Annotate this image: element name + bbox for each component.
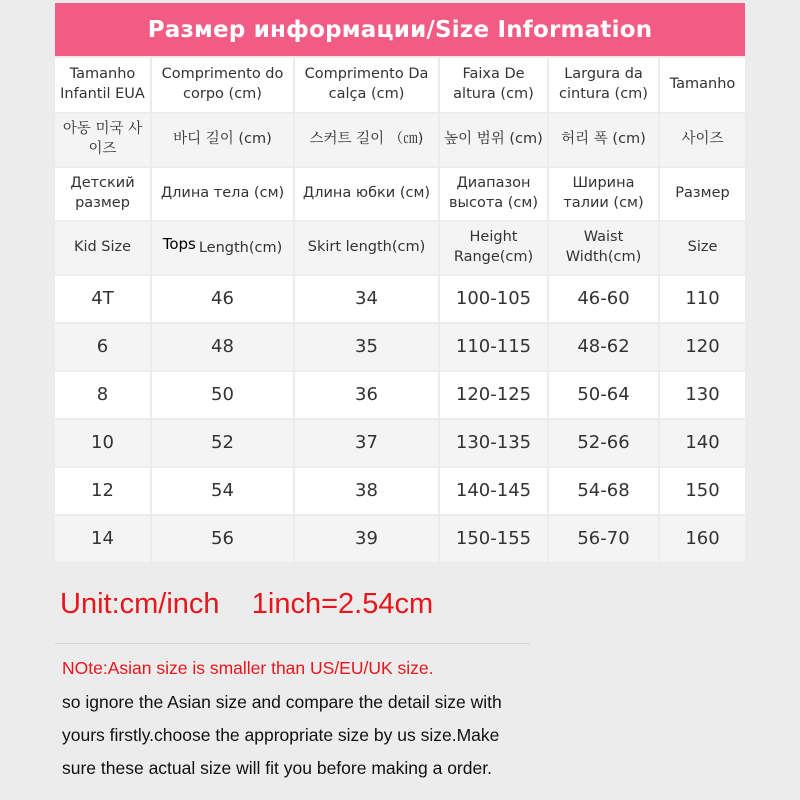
header-cell: Largura da cintura (cm) <box>549 58 660 114</box>
cell-length: 48 <box>152 324 295 372</box>
header-cell: Tamanho Infantil EUA <box>55 58 152 114</box>
page-title: Размер информации/Size Information <box>55 3 745 56</box>
header-cell-text: Length(cm) <box>198 240 283 257</box>
cell-size: 110 <box>660 276 745 324</box>
note-line: yours firstly.choose the appropriate size by us size.Make <box>62 725 500 745</box>
header-row-korean <box>55 114 745 168</box>
cell-skirt-length: 38 <box>295 468 440 516</box>
header-row-russian <box>55 168 745 222</box>
cell-skirt-length: 35 <box>295 324 440 372</box>
header-row-portuguese <box>55 58 745 114</box>
cell-waist-width: 52-66 <box>549 420 660 468</box>
header-cell <box>152 222 295 276</box>
header-cell: 아동 미국 사이즈 <box>55 114 152 168</box>
header-cell: Ширина талии (см) <box>549 168 660 222</box>
cell-height-range: 130-135 <box>440 420 549 468</box>
cell-size: 150 <box>660 468 745 516</box>
table-row <box>55 420 745 468</box>
cell-skirt-length: 36 <box>295 372 440 420</box>
header-cell: Size <box>660 222 745 276</box>
cell-size: 130 <box>660 372 745 420</box>
header-cell: 높이 범위 (cm) <box>440 114 549 168</box>
header-cell: Skirt length(cm) <box>295 222 440 276</box>
header-cell: Height Range(cm) <box>440 222 549 276</box>
cell-size: 140 <box>660 420 745 468</box>
cell-waist-width: 46-60 <box>549 276 660 324</box>
header-cell: Размер <box>660 168 745 222</box>
cell-kid-size: 6 <box>55 324 152 372</box>
header-cell: Kid Size <box>55 222 152 276</box>
cell-kid-size: 14 <box>55 516 152 564</box>
cell-kid-size: 4T <box>55 276 152 324</box>
cell-length: 52 <box>152 420 295 468</box>
cell-waist-width: 48-62 <box>549 324 660 372</box>
cell-length: 56 <box>152 516 295 564</box>
note-heading: NOte:Asian size is smaller than US/EU/UK size. <box>62 658 434 678</box>
header-cell: Waist Width(cm) <box>549 222 660 276</box>
header-cell: 스커트 길이 （㎝) <box>295 114 440 168</box>
table-row <box>55 468 745 516</box>
note-line: sure these actual size will fit you before making a order. <box>62 758 492 778</box>
header-cell: Длина юбки (см) <box>295 168 440 222</box>
cell-skirt-length: 34 <box>295 276 440 324</box>
header-row-english <box>55 222 745 276</box>
header-cell: Длина тела (см) <box>152 168 295 222</box>
header-cell: 바디 길이 (cm) <box>152 114 295 168</box>
cell-kid-size: 10 <box>55 420 152 468</box>
note-divider <box>55 643 530 644</box>
header-cell: Детский размер <box>55 168 152 222</box>
cell-height-range: 110-115 <box>440 324 549 372</box>
table-row <box>55 324 745 372</box>
cell-length: 50 <box>152 372 295 420</box>
cell-size: 160 <box>660 516 745 564</box>
table-row <box>55 276 745 324</box>
header-cell: Диапазон высота (см) <box>440 168 549 222</box>
cell-height-range: 100-105 <box>440 276 549 324</box>
header-cell: 사이즈 <box>660 114 745 168</box>
cell-height-range: 150-155 <box>440 516 549 564</box>
cell-waist-width: 50-64 <box>549 372 660 420</box>
cell-skirt-length: 37 <box>295 420 440 468</box>
tops-label: Tops <box>162 235 196 254</box>
unit-conversion-text: Unit:cm/inch 1inch=2.54cm <box>60 588 434 620</box>
cell-size: 120 <box>660 324 745 372</box>
cell-height-range: 140-145 <box>440 468 549 516</box>
cell-length: 46 <box>152 276 295 324</box>
cell-waist-width: 56-70 <box>549 516 660 564</box>
cell-length: 54 <box>152 468 295 516</box>
cell-waist-width: 54-68 <box>549 468 660 516</box>
header-cell: Faixa De altura (cm) <box>440 58 549 114</box>
header-cell: 허리 폭 (cm) <box>549 114 660 168</box>
cell-height-range: 120-125 <box>440 372 549 420</box>
cell-skirt-length: 39 <box>295 516 440 564</box>
size-table <box>55 58 745 564</box>
header-cell: Comprimento Da calça (cm) <box>295 58 440 114</box>
table-row <box>55 372 745 420</box>
header-cell: Comprimento do corpo (cm) <box>152 58 295 114</box>
cell-kid-size: 8 <box>55 372 152 420</box>
header-cell: Tamanho <box>660 58 745 114</box>
cell-kid-size: 12 <box>55 468 152 516</box>
table-row <box>55 516 745 564</box>
note-line: so ignore the Asian size and compare the detail size with <box>62 692 502 712</box>
